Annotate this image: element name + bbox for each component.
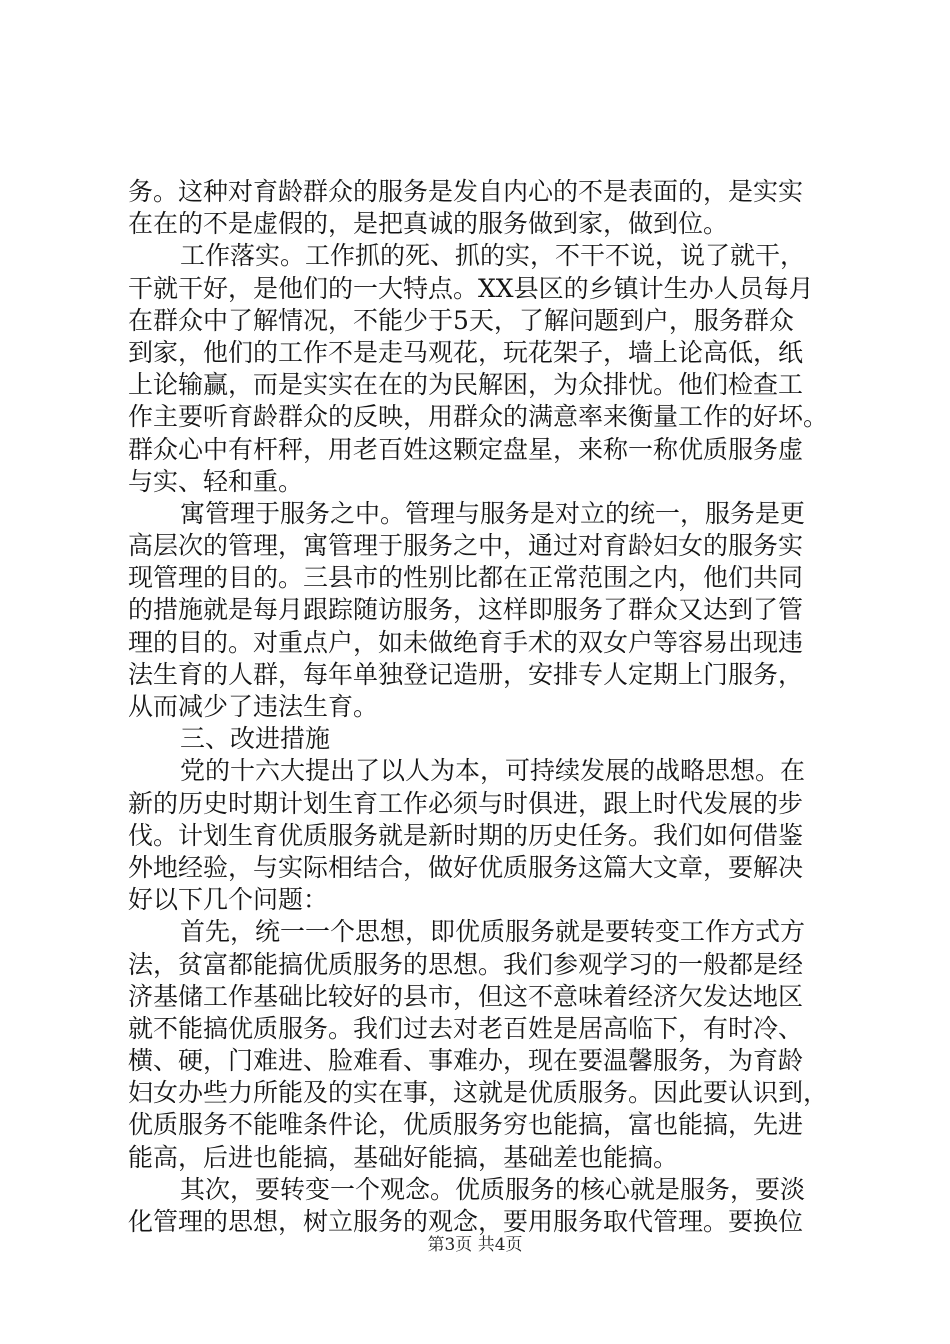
text-line: 务。这种对育龄群众的服务是发自内心的不是表面的，是实实 <box>128 177 804 206</box>
text-line: 在在的不是虚假的，是把真诚的服务做到家，做到位。 <box>128 209 729 239</box>
text-line: 妇女办些力所能及的实在事，这就是优质服务。因此要认识到， <box>128 1078 829 1108</box>
text-line: 的措施就是每月跟踪随访服务，这样即服务了群众又达到了管 <box>128 595 804 625</box>
text-line: 优质服务不能唯条件论，优质服务穷也能搞，富也能搞，先进 <box>128 1110 804 1140</box>
document-body <box>128 176 828 1238</box>
text-line: 现管理的目的。三县市的性别比都在正常范围之内，他们共同 <box>128 563 804 593</box>
text-line: 伐。计划生育优质服务就是新时期的历史任务。我们如何借鉴 <box>128 820 804 850</box>
text-line: 群众心中有杆秤，用老百姓这颗定盘星，来称一称优质服务虚 <box>128 434 804 464</box>
page-footer: 第3页 共4页 <box>427 1235 523 1255</box>
text-line: 济基储工作基础比较好的县市，但这不意味着经济欠发达地区 <box>128 981 804 1011</box>
text-line: 高层次的管理，寓管理于服务之中，通过对育龄妇女的服务实 <box>128 531 804 561</box>
text-line: 其次，要转变一个观念。优质服务的核心就是服务，要淡 <box>180 1174 806 1204</box>
text-line: 就不能搞优质服务。我们过去对老百姓是居高临下，有时冷、 <box>128 1013 804 1043</box>
text-line: 理的目的。对重点户，如未做绝育手术的双女户等容易出现违 <box>128 627 804 657</box>
text-line: 寓管理于服务之中。管理与服务是对立的统一，服务是更 <box>180 498 806 528</box>
text-line: 作主要听育龄群众的反映，用群众的满意率来衡量工作的好坏。 <box>128 402 829 432</box>
text-line: 法，贫富都能搞优质服务的思想。我们参观学习的一般都是经 <box>128 949 804 979</box>
text-line: 在群众中了解情况，不能少于5天，了解问题到户，服务群众 <box>128 305 794 335</box>
text-line: 横、硬，门难进、脸难看、事难办，现在要温馨服务，为育龄 <box>128 1046 804 1076</box>
text-line: 化管理的思想，树立服务的观念，要用服务取代管理。要换位 <box>128 1207 804 1236</box>
text-line: 与实、轻和重。 <box>128 466 304 496</box>
text-line: 好以下几个问题： <box>128 885 329 915</box>
text-line: 到家，他们的工作不是走马观花，玩花架子，墙上论高低，纸 <box>128 337 804 367</box>
text-line: 上论输赢，而是实实在在的为民解困，为众排忧。他们检查工 <box>128 370 804 400</box>
text-line: 工作落实。工作抓的死、抓的实，不干不说，说了就干， <box>180 241 806 271</box>
text-line: 党的十六大提出了以人为本，可持续发展的战略思想。在 <box>180 756 806 786</box>
text-line: 干就干好，是他们的一大特点。XX县区的乡镇计生办人员每月 <box>128 273 814 303</box>
text-line: 从而减少了违法生育。 <box>128 692 379 721</box>
text-line: 法生育的人群，每年单独登记造册，安排专人定期上门服务， <box>128 659 804 689</box>
text-line: 首先，统一一个思想，即优质服务就是要转变工作方式方 <box>180 917 806 947</box>
text-line: 三、改进措施 <box>180 724 331 754</box>
text-line: 新的历史时期计划生育工作必须与时俱进，跟上时代发展的步 <box>128 788 804 818</box>
text-line: 能高，后进也能搞，基础好能搞，基础差也能搞。 <box>128 1142 679 1172</box>
text-line: 外地经验，与实际相结合，做好优质服务这篇大文章，要解决 <box>128 852 804 882</box>
